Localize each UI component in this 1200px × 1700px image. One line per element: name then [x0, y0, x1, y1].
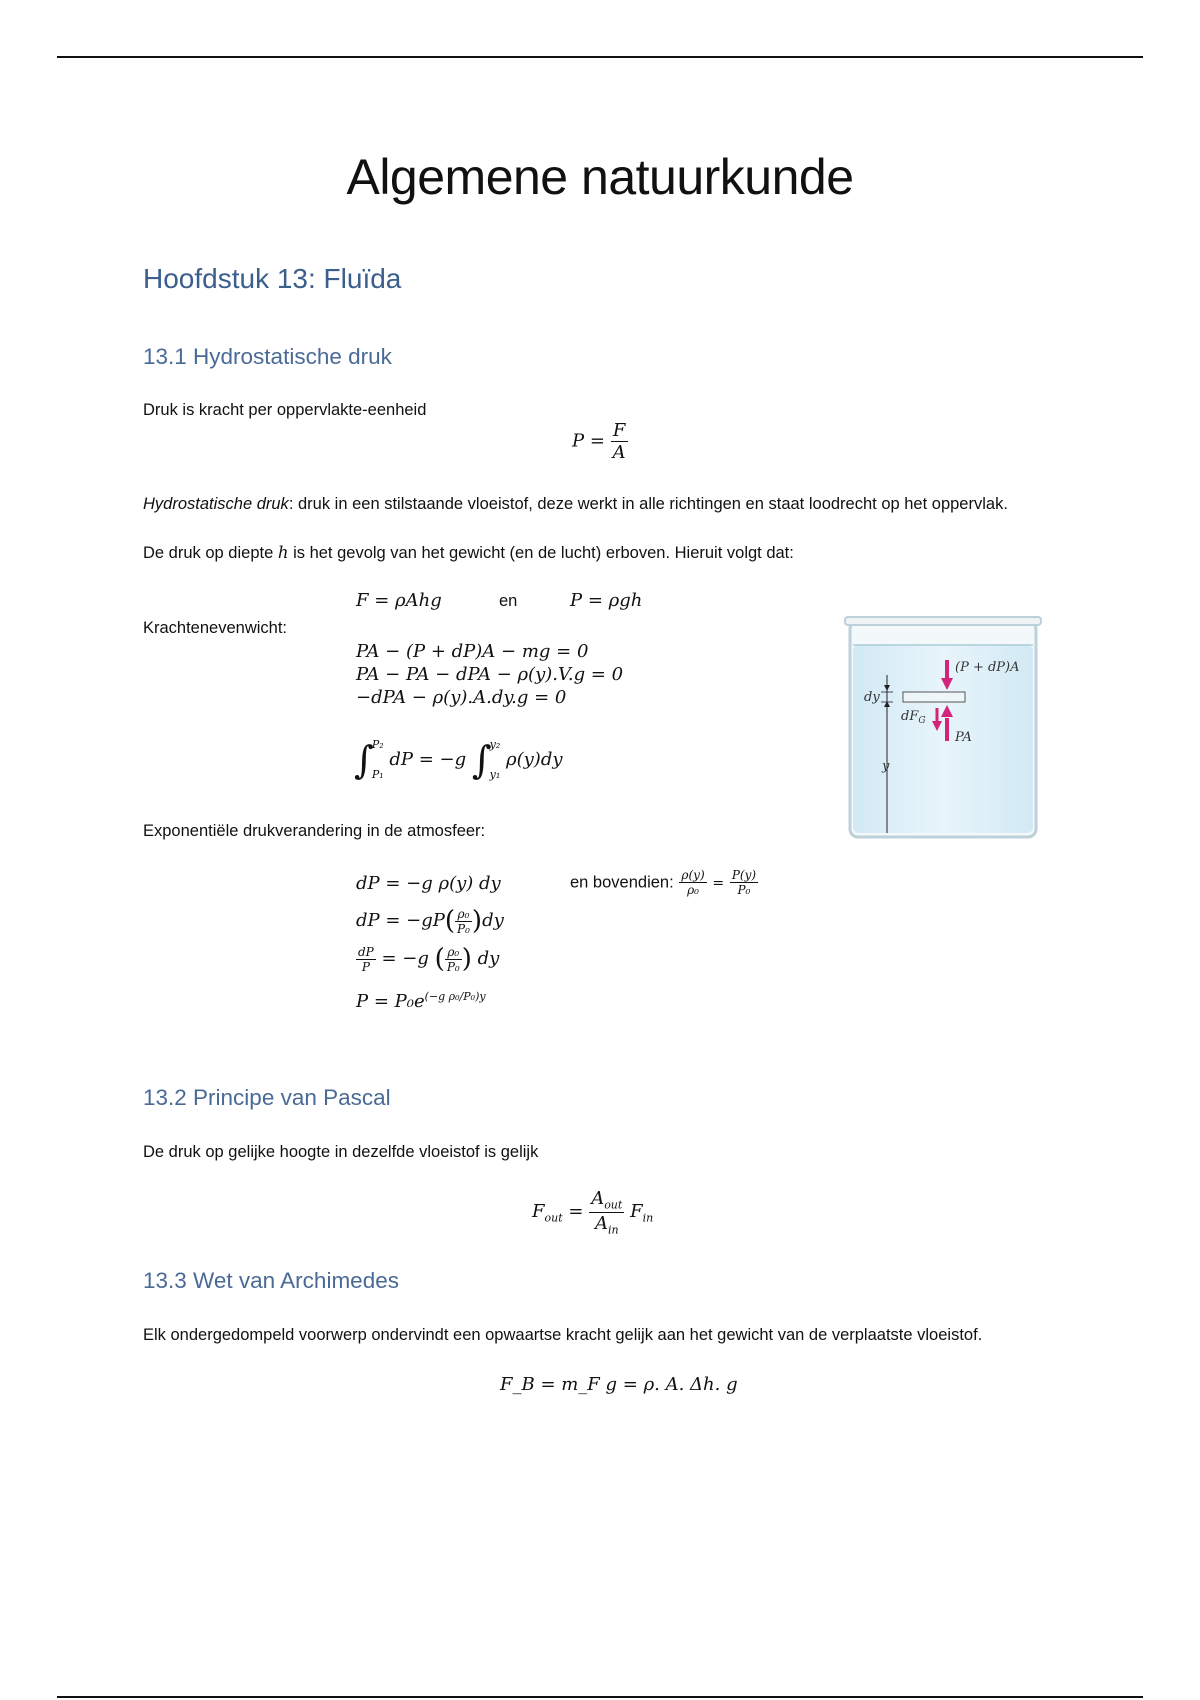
section-13-1-heading: 13.1 Hydrostatische druk [143, 344, 392, 369]
eq-exp-2: dP = −gP( $\frac{\text{ρ₀}}{\text{P₀}}$ )dy [356, 906, 504, 936]
eq-exp-4-exponent: (−g ρ₀/P₀)y [424, 990, 486, 1003]
depth-var: h [277, 543, 289, 562]
eq-pgh: P = ρgh [570, 590, 643, 611]
pascal-num: A [591, 1188, 605, 1209]
eq-moreover: en bovendien: $\frac{\rho(y)}{\text{ρ₀}}$ = $\frac{P(y)}{\text{P₀}}$ [570, 868, 757, 897]
eq-exp-4 [356, 990, 486, 1012]
label-y: y [882, 759, 890, 774]
depth-text-a: De druk op diepte [143, 544, 278, 562]
top-rule [57, 56, 1143, 58]
moreover-label: en bovendien: [570, 873, 674, 892]
eq-exp-3: $\frac{dP}{P}$ = −g ( $\frac{\text{ρ₀}}{\text{P₀}}$ ) dy [358, 944, 500, 974]
pascal-den: A [594, 1212, 608, 1234]
eq-and: en [499, 592, 518, 610]
eq-pressure-den: A [612, 442, 626, 463]
archimedes-text: Elk ondergedompeld voorwerp ondervindt een opwaartse kracht gelijk aan het gewicht van de verplaatste vloeistof. [143, 1326, 983, 1344]
label-force-bottom: PA [955, 730, 972, 745]
eq-balance-2: PA − PA − dPA − ρ(y).V.g = 0 [356, 664, 624, 685]
pressure-intro: Druk is kracht per oppervlakte-eenheid [143, 401, 427, 419]
integral-lhs: dP = −g [389, 749, 467, 770]
pascal-num-sub: out [604, 1198, 623, 1212]
pascal-text: De druk op gelijke hoogte in dezelfde vloeistof is gelijk [143, 1143, 539, 1161]
equation-pascal: $F_{out}$ = $\frac{A_{out}}{A_{in}}$ $F_{in}$ [532, 1188, 654, 1237]
moreover-frac-right: $\frac{P(y)}{\text{P₀}}$ [731, 868, 757, 897]
hydrostatic-definition [143, 492, 1073, 516]
eq-integral [354, 730, 563, 790]
balance-label: Krachtenevenwicht: [143, 619, 287, 637]
fluid-column-figure [843, 615, 1043, 843]
eq-balance-3: −dPA − ρ(y).A.dy.g = 0 [356, 687, 567, 708]
equation-archimedes: F_B = m_F g = ρ. A. Δh. g [500, 1374, 738, 1395]
eq-force: F = ρAhg [356, 590, 442, 611]
eq-balance-1: PA − (P + dP)A − mg = 0 [356, 641, 589, 662]
document-title: Algemene natuurkunde [346, 149, 854, 205]
eq-pressure-num: F [611, 420, 628, 442]
label-dy: dy [864, 690, 880, 705]
integral-sign-2: ∫ [471, 738, 492, 782]
int-lower-2: y₁ [489, 768, 501, 781]
eq-pressure-lhs: P = [572, 430, 611, 452]
pascal-den-sub: in [607, 1223, 619, 1237]
eq-exp-3-text: = −g [381, 948, 429, 969]
int-upper-2: y₂ [489, 738, 501, 751]
hydrostatic-term: Hydrostatische druk [143, 495, 289, 513]
moreover-frac-left: $\frac{\rho(y)}{\text{ρ₀}}$ [681, 868, 705, 897]
eq-exp-4-text: P = P₀e [356, 991, 425, 1012]
eq-exp-1: dP = −g ρ(y) dy [356, 873, 501, 894]
section-13-2-heading: 13.2 Principe van Pascal [143, 1085, 391, 1110]
hydrostatic-def-text: : druk in een stilstaande vloeistof, deze werkt in alle richtingen en staat loodrecht op het oppervlak. [288, 495, 1008, 513]
section-13-3-heading: 13.3 Wet van Archimedes [143, 1268, 399, 1293]
exp-label: Exponentiële drukverandering in de atmosfeer: [143, 822, 486, 840]
pascal-rhs-sub: in [642, 1211, 654, 1225]
pascal-lhs: F [532, 1201, 545, 1223]
pascal-fraction [589, 1188, 624, 1236]
label-dfg: $dF_G$ [901, 709, 926, 726]
eq-pressure-fraction [611, 420, 628, 463]
bottom-rule [57, 1696, 1143, 1698]
depth-text-b: is het gevolg van het gewicht (en de lucht) erboven. Hieruit volgt dat: [288, 544, 794, 562]
fluid-element [903, 692, 965, 702]
int-upper-1: P₂ [371, 738, 384, 751]
beaker-rim [845, 617, 1041, 625]
integral-sign-1: ∫ [354, 738, 374, 782]
integral-rhs: ρ(y)dy [506, 749, 563, 770]
pascal-lhs-sub: out [544, 1211, 563, 1225]
label-force-top: (P + dP)A [955, 660, 1020, 675]
eq-exp-2-text: dP = −gP [356, 910, 445, 931]
equation-pressure [572, 420, 628, 463]
pascal-rhs: F [630, 1201, 643, 1223]
int-lower-1: P₁ [371, 768, 384, 781]
chapter-heading: Hoofdstuk 13: Fluïda [143, 263, 402, 294]
depth-text [143, 541, 1073, 565]
